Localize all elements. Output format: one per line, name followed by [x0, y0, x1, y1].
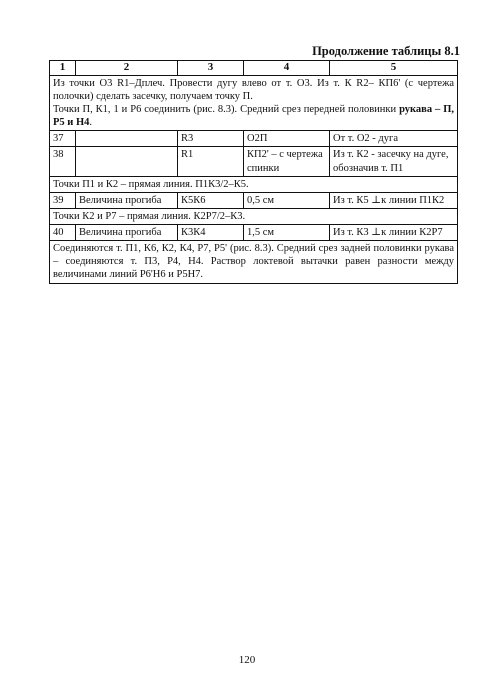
instruction-text-end: . — [89, 117, 93, 129]
table-row — [50, 75, 458, 131]
measure-description: От т. О2 - дуга — [330, 131, 458, 147]
header-cell: 5 — [330, 61, 458, 76]
instruction-text-start: Точки П, К1, 1 и Р6 соединить (рис. 8.3). Средний срез передней половинки — [53, 104, 400, 115]
table-row — [50, 192, 458, 208]
table-caption: Продолжение таблицы 8.1 — [312, 44, 460, 58]
table-row — [50, 208, 458, 224]
measure-value: О2П — [244, 131, 330, 147]
measure-description: Из т. К3 ⊥к линии К2Р7 — [330, 225, 458, 241]
measure-symbol: К5К6 — [178, 192, 244, 208]
instruction-text-bold: рукава – П, Р5 и Н4 — [53, 104, 454, 129]
measure-value: 1,5 см — [244, 225, 330, 241]
page-number: 120 — [238, 654, 256, 666]
measure-description: Из т. К2 - засечку на дуге, обозначив т. П1 — [330, 147, 458, 176]
table-row — [50, 176, 458, 192]
table-header-row — [50, 61, 458, 76]
measure-name — [76, 147, 178, 176]
measure-name: Величина прогиба — [76, 225, 178, 241]
row-number: 40 — [50, 225, 76, 241]
measure-symbol: R3 — [178, 131, 244, 147]
header-cell: 3 — [178, 61, 244, 76]
header-cell: 1 — [50, 61, 76, 76]
instruction-text: Точки П1 и К2 – прямая линия. П1К3/2–К5. — [50, 176, 458, 192]
instruction-text — [50, 75, 458, 131]
instruction-line — [53, 103, 454, 129]
table-row — [50, 241, 458, 283]
instruction-text: Точки К2 и Р7 – прямая линия. К2Р7/2–К3. — [50, 208, 458, 224]
header-cell: 4 — [244, 61, 330, 76]
measure-value: 0,5 см — [244, 192, 330, 208]
instruction-text: Соединяются т. П1, К6, К2, К4, Р7, Р5' (рис. 8.3). Средний срез задней половинки рукава – соединяются т. П3, Р4, Н4. Раствор локтевой вытачки равен разности между величинами линий Р6'Н6 и Р5Н7. — [50, 241, 458, 283]
instruction-line: Из точки О3 R1–Дплеч. Провести дугу влево от т. О3. Из т. К R2– КП6' (с чертежа полочки) сделать засечку, получаем точку П. — [53, 77, 454, 102]
measure-symbol: R1 — [178, 147, 244, 176]
row-number: 38 — [50, 147, 76, 176]
table-row — [50, 131, 458, 147]
measure-symbol: К3К4 — [178, 225, 244, 241]
continuation-table — [49, 60, 458, 284]
table-row — [50, 147, 458, 176]
measure-description: Из т. К5 ⊥к линии П1К2 — [330, 192, 458, 208]
measure-value: КП2' – с чертежа спинки — [244, 147, 330, 176]
table-row — [50, 225, 458, 241]
header-cell: 2 — [76, 61, 178, 76]
row-number: 39 — [50, 192, 76, 208]
measure-name — [76, 131, 178, 147]
row-number: 37 — [50, 131, 76, 147]
measure-name: Величина прогиба — [76, 192, 178, 208]
